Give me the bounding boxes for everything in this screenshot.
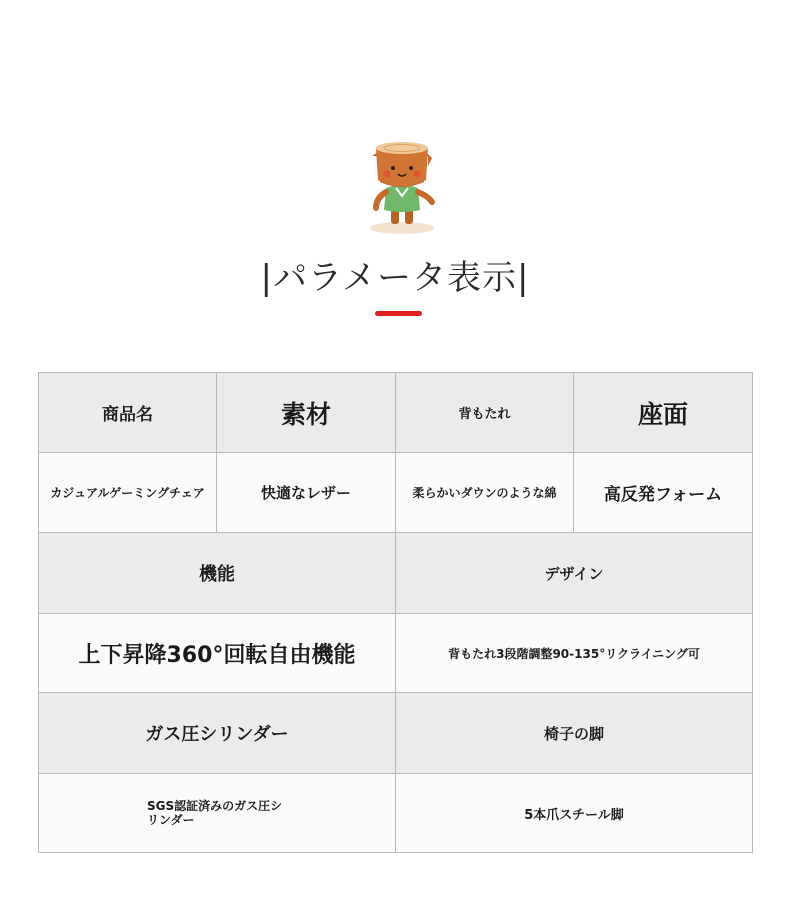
parameter-table bbox=[38, 372, 753, 853]
header-backrest: 背もたれ bbox=[396, 373, 574, 453]
value-chair-legs: 5本爪スチール脚 bbox=[396, 774, 753, 853]
header-material: 素材 bbox=[217, 373, 396, 453]
header-chair-legs: 椅子の脚 bbox=[396, 693, 753, 774]
title-underline bbox=[375, 311, 422, 316]
value-product-name: カジュアルゲーミングチェア bbox=[39, 453, 217, 533]
header-seat: 座面 bbox=[574, 373, 753, 453]
value-design: 背もたれ3段階調整90-135°リクライニング可 bbox=[396, 614, 753, 693]
header-function: 機能 bbox=[39, 533, 396, 614]
value-gas-cylinder: SGS認証済みのガス圧シリンダー bbox=[147, 798, 283, 827]
page-title: |パラメータ表示| bbox=[260, 258, 530, 298]
header-gas-cylinder: ガス圧シリンダー bbox=[39, 693, 396, 774]
table-row bbox=[39, 774, 753, 853]
table-row bbox=[39, 373, 753, 453]
value-material: 快適なレザー bbox=[217, 453, 396, 533]
tree-stump-mascot-icon bbox=[362, 136, 442, 236]
header-design: デザイン bbox=[396, 533, 753, 614]
value-backrest: 柔らかいダウンのような綿 bbox=[396, 453, 574, 533]
value-gas-cylinder-cell bbox=[39, 774, 396, 853]
value-seat: 高反発フォーム bbox=[574, 453, 753, 533]
table-row bbox=[39, 693, 753, 774]
header-product-name: 商品名 bbox=[39, 373, 217, 453]
table-row bbox=[39, 453, 753, 533]
value-function: 上下昇降360°回転自由機能 bbox=[39, 614, 396, 693]
table-row bbox=[39, 614, 753, 693]
table-row bbox=[39, 533, 753, 614]
